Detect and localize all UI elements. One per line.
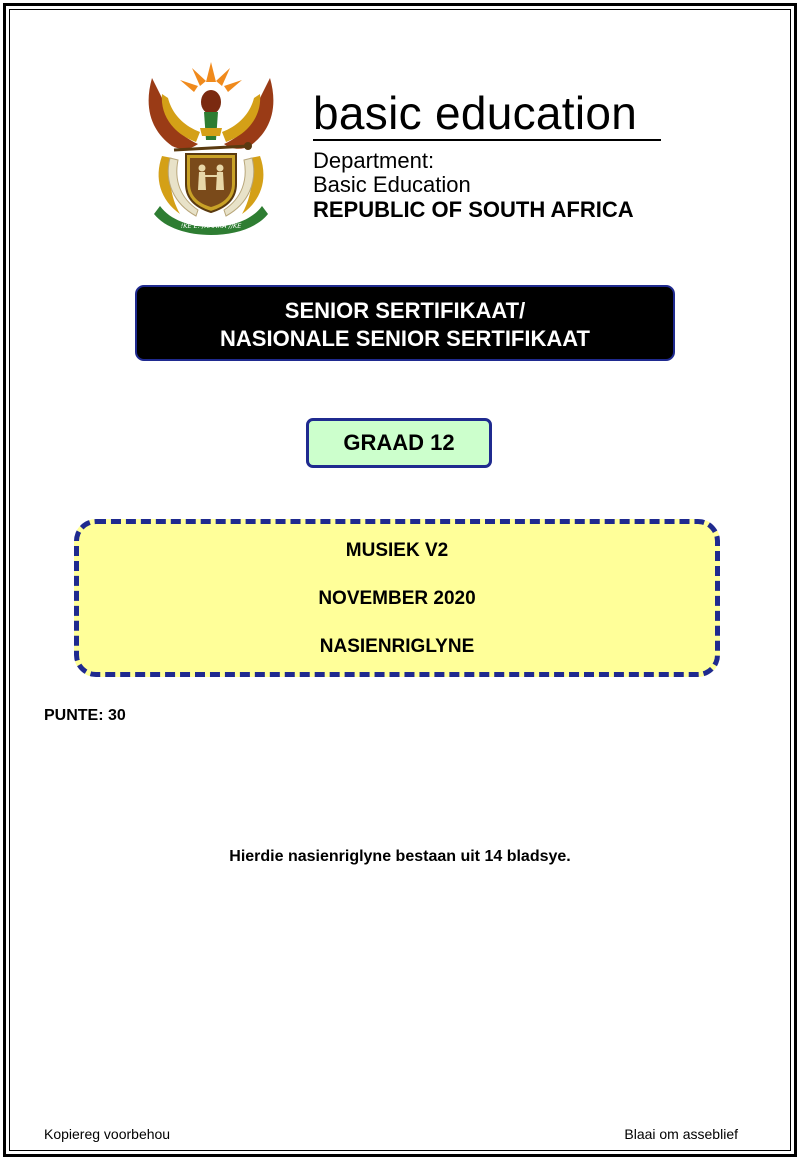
- subject-title: MUSIEK V2: [345, 540, 449, 561]
- logo-underline: [313, 139, 661, 141]
- subject-panel: [74, 519, 720, 677]
- total-marks: PUNTE: 30: [44, 707, 126, 724]
- document-type: NASIENRIGLYNE: [319, 636, 475, 657]
- certificate-banner: [135, 285, 675, 361]
- page-count-note: Hierdie nasienriglyne bestaan uit 14 bladsye.: [229, 848, 571, 865]
- certificate-line-2: NASIONALE SENIOR SERTIFIKAAT: [220, 326, 590, 351]
- logo-title: basic education: [313, 87, 638, 139]
- grade-badge: GRAAD 12: [306, 418, 492, 468]
- department-label: Department:: [313, 148, 435, 173]
- exam-date: NOVEMBER 2020: [318, 588, 476, 609]
- svg-text:!KE E: /XARRA //KE: !KE E: /XARRA //KE: [180, 222, 242, 230]
- coat-of-arms-icon: [140, 58, 282, 236]
- certificate-line-1: SENIOR SERTIFIKAAT/: [284, 298, 526, 323]
- country-name: REPUBLIC OF SOUTH AFRICA: [313, 197, 634, 222]
- turn-over-note: Blaai om asseblief: [624, 1126, 738, 1142]
- department-name: Basic Education: [313, 172, 471, 197]
- copyright-notice: Kopiereg voorbehou: [44, 1126, 171, 1142]
